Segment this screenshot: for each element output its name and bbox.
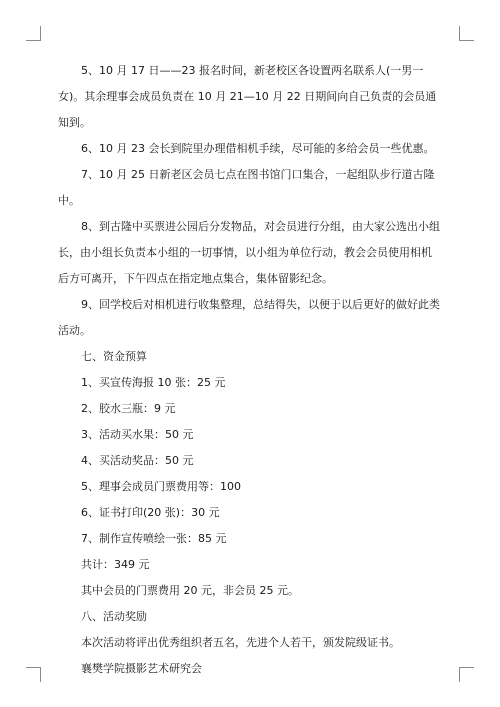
budget-total: 共计：349 元	[81, 558, 150, 571]
paragraph-grouping: 8、到古隆中买票进公园后分发物品，对会员进行分组，由大家公选出小组长，由小组长负责本小组的一切事情，以小组为单位行动，教会会员使用相机后方可离开，下午四点在指定地点集合，集体留影纪念。	[58, 220, 440, 285]
organization-signature: 襄樊学院摄影艺术研究会	[81, 662, 202, 675]
awards-description: 本次活动将评出优秀组织者五名，先进个人若干，颁发院级证书。	[81, 636, 400, 649]
crop-mark-top-left	[26, 26, 41, 41]
budget-item: 5、理事会成员门票费用等：100	[81, 480, 241, 493]
budget-item: 7、制作宣传喷绘一张：85 元	[81, 532, 227, 545]
budget-item: 1、买宣传海报 10 张：25 元	[81, 376, 226, 389]
crop-mark-bottom-right	[459, 667, 474, 682]
paragraph-registration: 5、10 月 17 日——23 报名时间，新老校区各设置两名联系人(一男一女)。其余理事会成员负责在 10 月 21—10 月 22 日期间向自己负责的会员通知到。	[58, 64, 437, 129]
crop-mark-bottom-left	[26, 667, 41, 682]
paragraph-gathering: 7、10 月 25 日新老区会员七点在图书馆门口集合，一起组队步行道古隆中。	[58, 168, 435, 207]
budget-item: 4、买活动奖品：50 元	[81, 454, 194, 467]
section-heading-budget: 七、资金预算	[81, 350, 147, 363]
crop-mark-top-right	[459, 26, 474, 41]
budget-item: 3、活动买水果：50 元	[81, 428, 194, 441]
budget-item: 6、证书打印(20 张)：30 元	[81, 506, 220, 519]
paragraph-camera-borrow: 6、10 月 23 会长到院里办理借相机手续，尽可能的多给会员一些优惠。	[81, 142, 435, 155]
document-body	[58, 58, 440, 682]
ticket-fee-note: 其中会员的门票费用 20 元，非会员 25 元。	[81, 584, 299, 597]
budget-item: 2、胶水三瓶：9 元	[81, 402, 176, 415]
section-heading-awards: 八、活动奖励	[81, 610, 147, 623]
paragraph-collection: 9、回学校后对相机进行收集整理，总结得失，以便于以后更好的做好此类活动。	[58, 298, 440, 337]
